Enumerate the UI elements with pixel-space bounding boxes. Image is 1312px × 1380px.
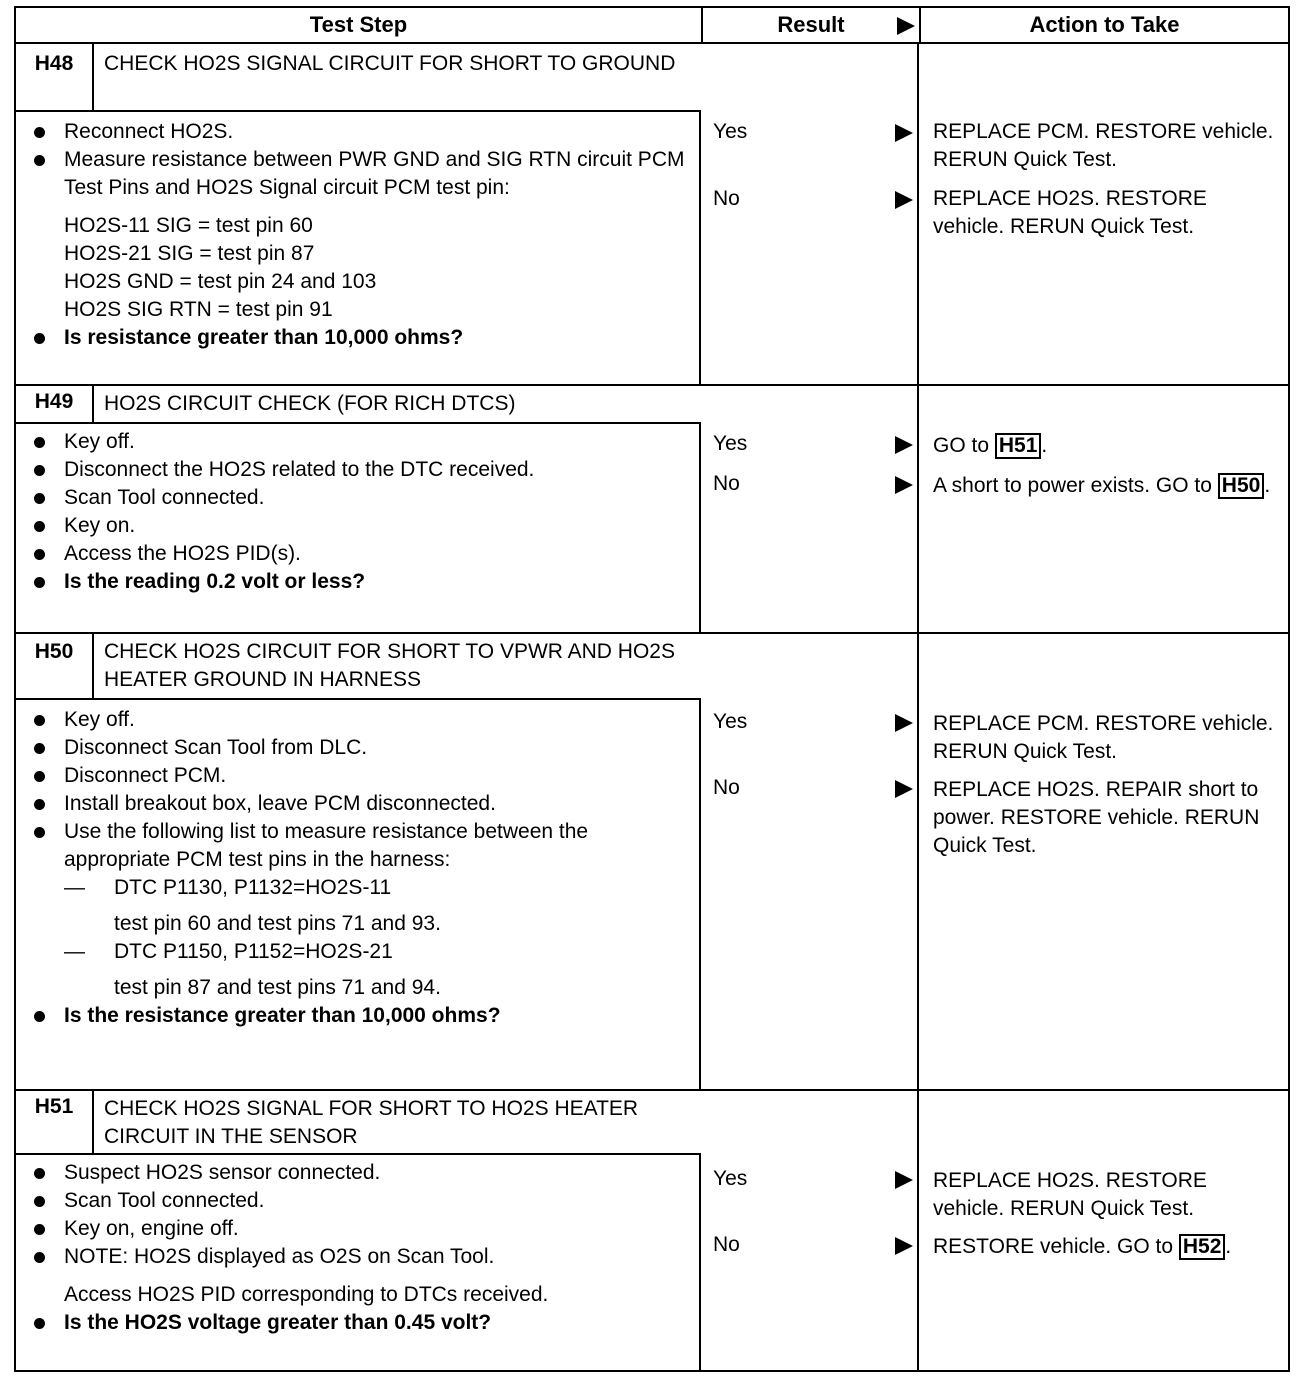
bullet-icon — [34, 155, 45, 166]
arrow-right-icon — [895, 476, 913, 494]
step-text: Key on. — [64, 514, 136, 537]
step-id: H50 — [14, 634, 94, 700]
bullet-icon — [34, 465, 45, 476]
header-result-label: Result — [777, 12, 845, 37]
action-column — [919, 1091, 1290, 1372]
result-column — [701, 1091, 919, 1372]
pin-item: HO2S-21 SIG = test pin 87 — [64, 242, 315, 265]
bullet-icon — [34, 437, 45, 448]
arrow-right-icon — [895, 436, 913, 454]
arrow-right-icon — [895, 124, 913, 142]
list-item — [26, 456, 689, 484]
step-title: HO2S CIRCUIT CHECK (FOR RICH DTCS) — [94, 386, 701, 424]
action-column — [919, 44, 1290, 384]
arrow-right-icon — [897, 17, 915, 35]
step-title: CHECK HO2S SIGNAL CIRCUIT FOR SHORT TO GROUND — [94, 44, 701, 112]
sub-item-text: DTC P1150, P1152=HO2S-21 — [114, 940, 393, 963]
bullet-icon — [34, 1252, 45, 1263]
test-block-h48 — [14, 44, 1290, 384]
bullet-icon — [34, 1011, 45, 1022]
step-text: Measure resistance between PWR GND and SIG RTN circuit PCM Test Pins and HO2S Signal circuit PCM test pin: — [64, 148, 685, 199]
list-item — [26, 1002, 689, 1030]
sub-item — [26, 874, 689, 902]
step-text: Disconnect the HO2S related to the DTC received. — [64, 458, 535, 481]
step-text: Disconnect Scan Tool from DLC. — [64, 736, 368, 759]
list-item — [26, 734, 689, 762]
arrow-right-icon — [895, 780, 913, 798]
pin-list — [26, 212, 689, 324]
step-text: Key off. — [64, 430, 135, 453]
step-reference-link[interactable]: H52 — [1179, 1234, 1226, 1260]
list-item — [26, 540, 689, 568]
bullet-icon — [34, 1224, 45, 1235]
bullet-icon — [34, 827, 45, 838]
action-no — [933, 1233, 1280, 1261]
bullet-icon — [34, 577, 45, 588]
bullet-icon — [34, 799, 45, 810]
bullet-icon — [34, 333, 45, 344]
list-item — [26, 146, 689, 202]
step-text: NOTE: HO2S displayed as O2S on Scan Tool. — [64, 1245, 495, 1268]
list-item — [26, 1159, 689, 1187]
result-column — [701, 634, 919, 1089]
list-item — [26, 1243, 689, 1271]
list-item — [26, 1187, 689, 1215]
header-action: Action to Take — [1029, 12, 1180, 37]
step-text: Scan Tool connected. — [64, 1189, 265, 1212]
header-result — [703, 8, 921, 42]
result-no: No — [713, 472, 740, 495]
list-item — [26, 790, 689, 818]
action-punct: . — [1225, 1235, 1232, 1258]
bullet-icon — [34, 743, 45, 754]
action-text: A short to power exists. GO to — [933, 474, 1212, 497]
step-question: Is the reading 0.2 volt or less? — [64, 570, 366, 593]
pin-item: HO2S SIG RTN = test pin 91 — [64, 298, 333, 321]
test-block-h51 — [14, 1091, 1290, 1372]
step-instructions — [14, 424, 701, 632]
bullet-icon — [34, 127, 45, 138]
bullet-icon — [34, 1196, 45, 1207]
arrow-right-icon — [895, 191, 913, 209]
action-text: RESTORE vehicle. GO to — [933, 1235, 1174, 1258]
bullet-icon — [34, 715, 45, 726]
list-item — [26, 818, 689, 874]
step-id: H51 — [14, 1091, 94, 1155]
result-yes: Yes — [713, 1167, 748, 1190]
step-title: CHECK HO2S CIRCUIT FOR SHORT TO VPWR AND HO2S HEATER GROUND IN HARNESS — [94, 634, 701, 700]
step-id: H49 — [14, 386, 94, 424]
bullet-icon — [34, 549, 45, 560]
result-yes: Yes — [713, 432, 748, 455]
sub-item-detail: test pin 60 and test pins 71 and 93. — [114, 912, 441, 935]
diagnostic-table — [14, 6, 1290, 1372]
action-yes — [933, 432, 1280, 460]
step-id: H48 — [14, 44, 94, 112]
step-instructions — [14, 1155, 701, 1372]
action-text: GO to — [933, 434, 990, 457]
step-instructions — [14, 112, 701, 384]
bullet-icon — [34, 1168, 45, 1179]
step-text: Disconnect PCM. — [64, 764, 227, 787]
dash-icon: — — [64, 876, 85, 899]
list-item — [26, 484, 689, 512]
bullet-icon — [34, 493, 45, 504]
list-item — [26, 428, 689, 456]
list-item — [26, 324, 689, 352]
result-yes: Yes — [713, 710, 748, 733]
sub-item-detail: test pin 87 and test pins 71 and 94. — [114, 976, 441, 999]
action-no — [933, 472, 1280, 500]
bullet-icon — [34, 1318, 45, 1329]
action-yes: REPLACE HO2S. RESTORE vehicle. RERUN Quick Test. — [933, 1169, 1207, 1220]
step-title: CHECK HO2S SIGNAL FOR SHORT TO HO2S HEATER CIRCUIT IN THE SENSOR — [94, 1091, 701, 1155]
header-test-step: Test Step — [16, 8, 703, 42]
step-text: Key on, engine off. — [64, 1217, 239, 1240]
result-column — [701, 386, 919, 632]
step-reference-link[interactable]: H50 — [1218, 473, 1265, 499]
step-text: Key off. — [64, 708, 135, 731]
step-question: Is the resistance greater than 10,000 ohms? — [64, 1004, 501, 1027]
step-text: Scan Tool connected. — [64, 486, 265, 509]
step-text: Access the HO2S PID(s). — [64, 542, 301, 565]
step-question: Is resistance greater than 10,000 ohms? — [64, 326, 464, 349]
result-no: No — [713, 776, 740, 799]
sub-item-text: DTC P1130, P1132=HO2S-11 — [114, 876, 392, 899]
step-text: Reconnect HO2S. — [64, 120, 234, 143]
result-no: No — [713, 1233, 740, 1256]
arrow-right-icon — [895, 1171, 913, 1189]
step-question: Is the HO2S voltage greater than 0.45 volt? — [64, 1311, 492, 1334]
bullet-icon — [34, 521, 45, 532]
note-text: Access HO2S PID corresponding to DTCs received. — [64, 1283, 549, 1306]
arrow-right-icon — [895, 1237, 913, 1255]
pin-item: HO2S GND = test pin 24 and 103 — [64, 270, 377, 293]
action-punct: . — [1264, 474, 1271, 497]
step-instructions — [14, 700, 701, 1089]
step-text: Suspect HO2S sensor connected. — [64, 1161, 381, 1184]
result-no: No — [713, 187, 740, 210]
sub-item — [26, 938, 689, 966]
list-item — [26, 1309, 689, 1337]
list-item — [26, 512, 689, 540]
list-item — [26, 706, 689, 734]
arrow-right-icon — [895, 714, 913, 732]
table-header — [14, 6, 1290, 44]
action-yes: REPLACE PCM. RESTORE vehicle. RERUN Quick Test. — [933, 120, 1274, 171]
list-item — [26, 762, 689, 790]
action-no: REPLACE HO2S. RESTORE vehicle. RERUN Quick Test. — [933, 187, 1207, 238]
step-text: Use the following list to measure resistance between the appropriate PCM test pins in the harness: — [64, 820, 589, 871]
action-column — [919, 634, 1290, 1089]
step-text: Install breakout box, leave PCM disconnected. — [64, 792, 496, 815]
action-column — [919, 386, 1290, 632]
test-block-h49 — [14, 386, 1290, 632]
action-yes: REPLACE PCM. RESTORE vehicle. RERUN Quick Test. — [933, 712, 1274, 763]
pin-item: HO2S-11 SIG = test pin 60 — [64, 214, 313, 237]
dash-icon: — — [64, 940, 85, 963]
result-column — [701, 44, 919, 384]
test-block-h50 — [14, 634, 1290, 1089]
result-yes: Yes — [713, 120, 748, 143]
action-no: REPLACE HO2S. REPAIR short to power. RESTORE vehicle. RERUN Quick Test. — [933, 778, 1260, 857]
bullet-icon — [34, 771, 45, 782]
list-item — [26, 568, 689, 596]
list-item — [26, 1215, 689, 1243]
list-item — [26, 118, 689, 146]
action-punct: . — [1041, 434, 1048, 457]
step-reference-link[interactable]: H51 — [995, 433, 1042, 459]
